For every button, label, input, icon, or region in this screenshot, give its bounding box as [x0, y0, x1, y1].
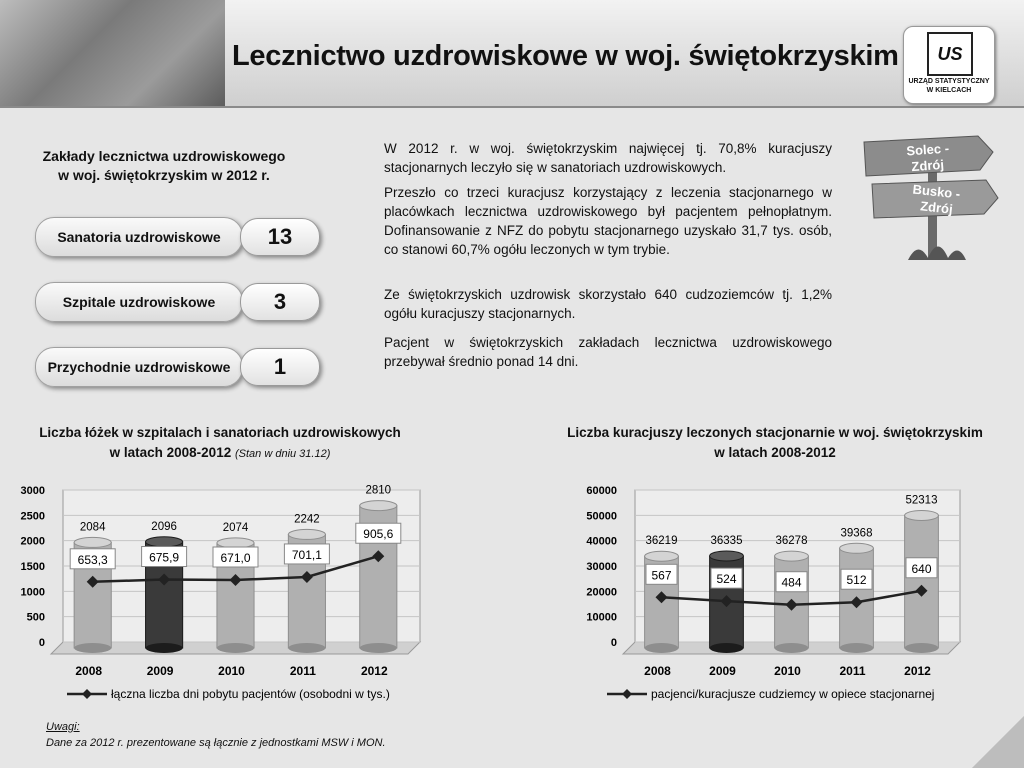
sign1-line2: Zdrój: [910, 156, 945, 175]
chart1-bar-label: 2084: [79, 521, 106, 534]
chart1-xtick: 2009: [146, 664, 174, 678]
signpost-illustration: [858, 130, 1008, 265]
chart2-bar-base: [840, 643, 874, 653]
logo-caption-line2: W KIELCACH: [926, 87, 972, 94]
sign2-line2: Zdrój: [919, 198, 954, 217]
facility-label-przychodnie: Przychodnie uzdrowiskowe: [35, 347, 243, 387]
chart1-title: [20, 423, 420, 464]
chart2-title: [560, 423, 990, 463]
chart1-bar-top: [288, 529, 325, 539]
chart2-bar-top: [775, 551, 809, 561]
facility-count-przychodnie: 1: [240, 348, 320, 386]
chart2-ytick: 20000: [586, 586, 617, 599]
paragraph-2: Przeszło co trzeci kuracjusz korzystający z leczenia stacjonarnego w placówkach lecznictwa uzdrowiskowego był pacjentem pełnopłatnym. Dofinansowanie z NFZ do pobytu stacjonarnego uzyskało 31,7 tys. osób, co stanowi 60,7% ogółu leczonych w tym trybie.: [384, 185, 832, 257]
chart2-line-label: 567: [651, 568, 672, 583]
chart1-bar-top: [217, 538, 254, 548]
facility-count-szpitale: 3: [240, 283, 320, 321]
chart1-bar-top: [360, 501, 397, 511]
chart2-bar-top: [840, 543, 874, 553]
chart1: [15, 472, 465, 717]
chart2-title-line1: Liczba kuracjuszy leczonych stacjonarnie w woj. świętokrzyskim: [567, 425, 983, 440]
chart1-xtick: 2008: [75, 664, 103, 678]
chart1-ytick: 2500: [20, 510, 45, 523]
us-logo: [903, 26, 995, 104]
chart2-ytick: 40000: [586, 535, 617, 548]
chart1-bar-base: [217, 643, 254, 653]
chart2-line-label: 484: [781, 575, 802, 590]
chart1-bar-base: [74, 643, 111, 653]
chart1-bar-base: [360, 643, 397, 653]
page-title: Lecznictwo uzdrowiskowe w woj. świętokrzyskim: [232, 40, 899, 72]
chart1-title-line1: Liczba łóżek w szpitalach i sanatoriach uzdrowiskowych: [39, 425, 401, 440]
chart2-bar-label: 52313: [905, 494, 938, 507]
facilities-title-line2: w woj. świętokrzyskim w 2012 r.: [58, 167, 270, 183]
note-title: Uwagi:: [46, 721, 80, 733]
facilities-title-line1: Zakłady lecznictwa uzdrowiskowego: [42, 148, 286, 164]
chart2-ytick: 60000: [586, 485, 617, 497]
chart1-bar-label: 2096: [151, 520, 177, 533]
chart1-xtick: 2012: [360, 664, 388, 678]
chart2-line-label: 524: [716, 572, 737, 587]
chart2-xtick: 2012: [904, 664, 931, 678]
chart1-ytick: 1000: [20, 586, 45, 599]
facility-count-sanatoria: 13: [240, 218, 320, 256]
chart2-bar-top: [645, 551, 679, 561]
chart1-ytick: 500: [26, 611, 45, 624]
chart2-bar-base: [710, 643, 744, 653]
chart1-bar-top: [74, 537, 111, 547]
chart1-bar-label: 2074: [222, 521, 249, 534]
paragraph-4: Pacjent w świętokrzyskich zakładach lecznictwa uzdrowiskowego przebywał średnio ponad 14 dni.: [384, 335, 832, 369]
chart2-ytick: 30000: [586, 561, 617, 573]
chart2-line-label: 640: [911, 561, 932, 576]
chart2-bar-base: [775, 643, 809, 653]
chart1-bar-base: [146, 643, 183, 653]
logo-caption-line1: URZĄD STATYSTYCZNY: [908, 78, 990, 85]
chart2-bar-label: 36278: [775, 535, 808, 548]
chart1-title-line2: [20, 443, 420, 464]
paragraph-1: W 2012 r. w woj. świętokrzyskim najwięcej tj. 70,8% kuracjuszy stacjonarnych leczyło się w sanatoriach uzdrowiskowych.: [384, 141, 832, 175]
chart1-xtick: 2011: [289, 664, 316, 678]
chart2-xtick: 2010: [774, 664, 801, 678]
chart2: [555, 472, 1005, 717]
sign1-line1: Solec -: [905, 140, 950, 159]
chart2-ytick: 10000: [586, 611, 617, 624]
chart2-bar-top: [710, 551, 744, 561]
page-corner-curl: [972, 716, 1024, 768]
chart1-bar-base: [288, 643, 325, 653]
logo-caption: [904, 77, 994, 95]
chart2-legend-text: pacjenci/kuracjusze cudziemcy w opiece stacjonarnej: [651, 687, 935, 701]
chart1-bar-label: 2810: [365, 484, 392, 497]
chart1-subtitle: (Stan w dniu 31.12): [234, 448, 331, 460]
chart2-bar-label: 39368: [840, 527, 873, 540]
chart1-ytick: 0: [38, 637, 45, 649]
spa-building-photo: [0, 0, 225, 106]
sign2-line1: Busko -: [911, 181, 961, 202]
chart2-title-line2: w latach 2008-2012: [714, 445, 836, 460]
chart1-bar-top: [146, 537, 183, 547]
chart2-legend-marker: [622, 689, 632, 699]
facilities-title: [30, 147, 298, 185]
chart1-line-label: 675,9: [149, 550, 180, 565]
chart1-legend-text: łączna liczba dni pobytu pacjentów (osobodni w tys.): [111, 687, 390, 701]
chart2-bar-base: [905, 643, 939, 653]
chart1-bar-label: 2242: [294, 513, 320, 526]
chart2-xtick: 2008: [644, 664, 671, 678]
chart2-bar-label: 36219: [645, 535, 678, 548]
facility-label-szpitale: Szpitale uzdrowiskowe: [35, 282, 243, 322]
chart1-line-label: 701,1: [291, 547, 322, 562]
paragraph-3: Ze świętokrzyskich uzdrowisk skorzystało 640 cudzoziemców tj. 1,2% ogółu kuracjuszy stacjonarnych.: [384, 287, 832, 321]
chart1-title-line2-text: w latach 2008-2012: [109, 445, 232, 460]
chart2-bar-base: [645, 643, 679, 653]
chart1-xtick: 2010: [218, 664, 245, 678]
logo-mark: US: [927, 32, 973, 76]
chart1-line-label: 671,0: [220, 551, 251, 566]
chart2-line-label: 512: [846, 573, 867, 588]
chart2-bar-top: [905, 510, 939, 520]
chart2-ytick: 50000: [586, 510, 617, 523]
chart2-bar-label: 36335: [710, 534, 743, 547]
chart2-xtick: 2011: [839, 664, 866, 678]
chart1-legend-marker: [82, 689, 92, 699]
chart2-bar: [905, 515, 939, 648]
note: [46, 719, 386, 751]
chart1-ytick: 2000: [20, 535, 45, 548]
chart1-ytick: 1500: [20, 561, 45, 573]
chart1-ytick: 3000: [20, 485, 45, 497]
chart1-line-label: 653,3: [77, 552, 108, 567]
facility-label-sanatoria: Sanatoria uzdrowiskowe: [35, 217, 243, 257]
note-text: Dane za 2012 r. prezentowane są łącznie z jednostkami MSW i MON.: [46, 737, 386, 749]
header-banner: [0, 0, 1024, 108]
chart1-line-label: 905,6: [363, 527, 394, 542]
chart2-ytick: 0: [610, 637, 617, 649]
chart2-xtick: 2009: [709, 664, 736, 678]
